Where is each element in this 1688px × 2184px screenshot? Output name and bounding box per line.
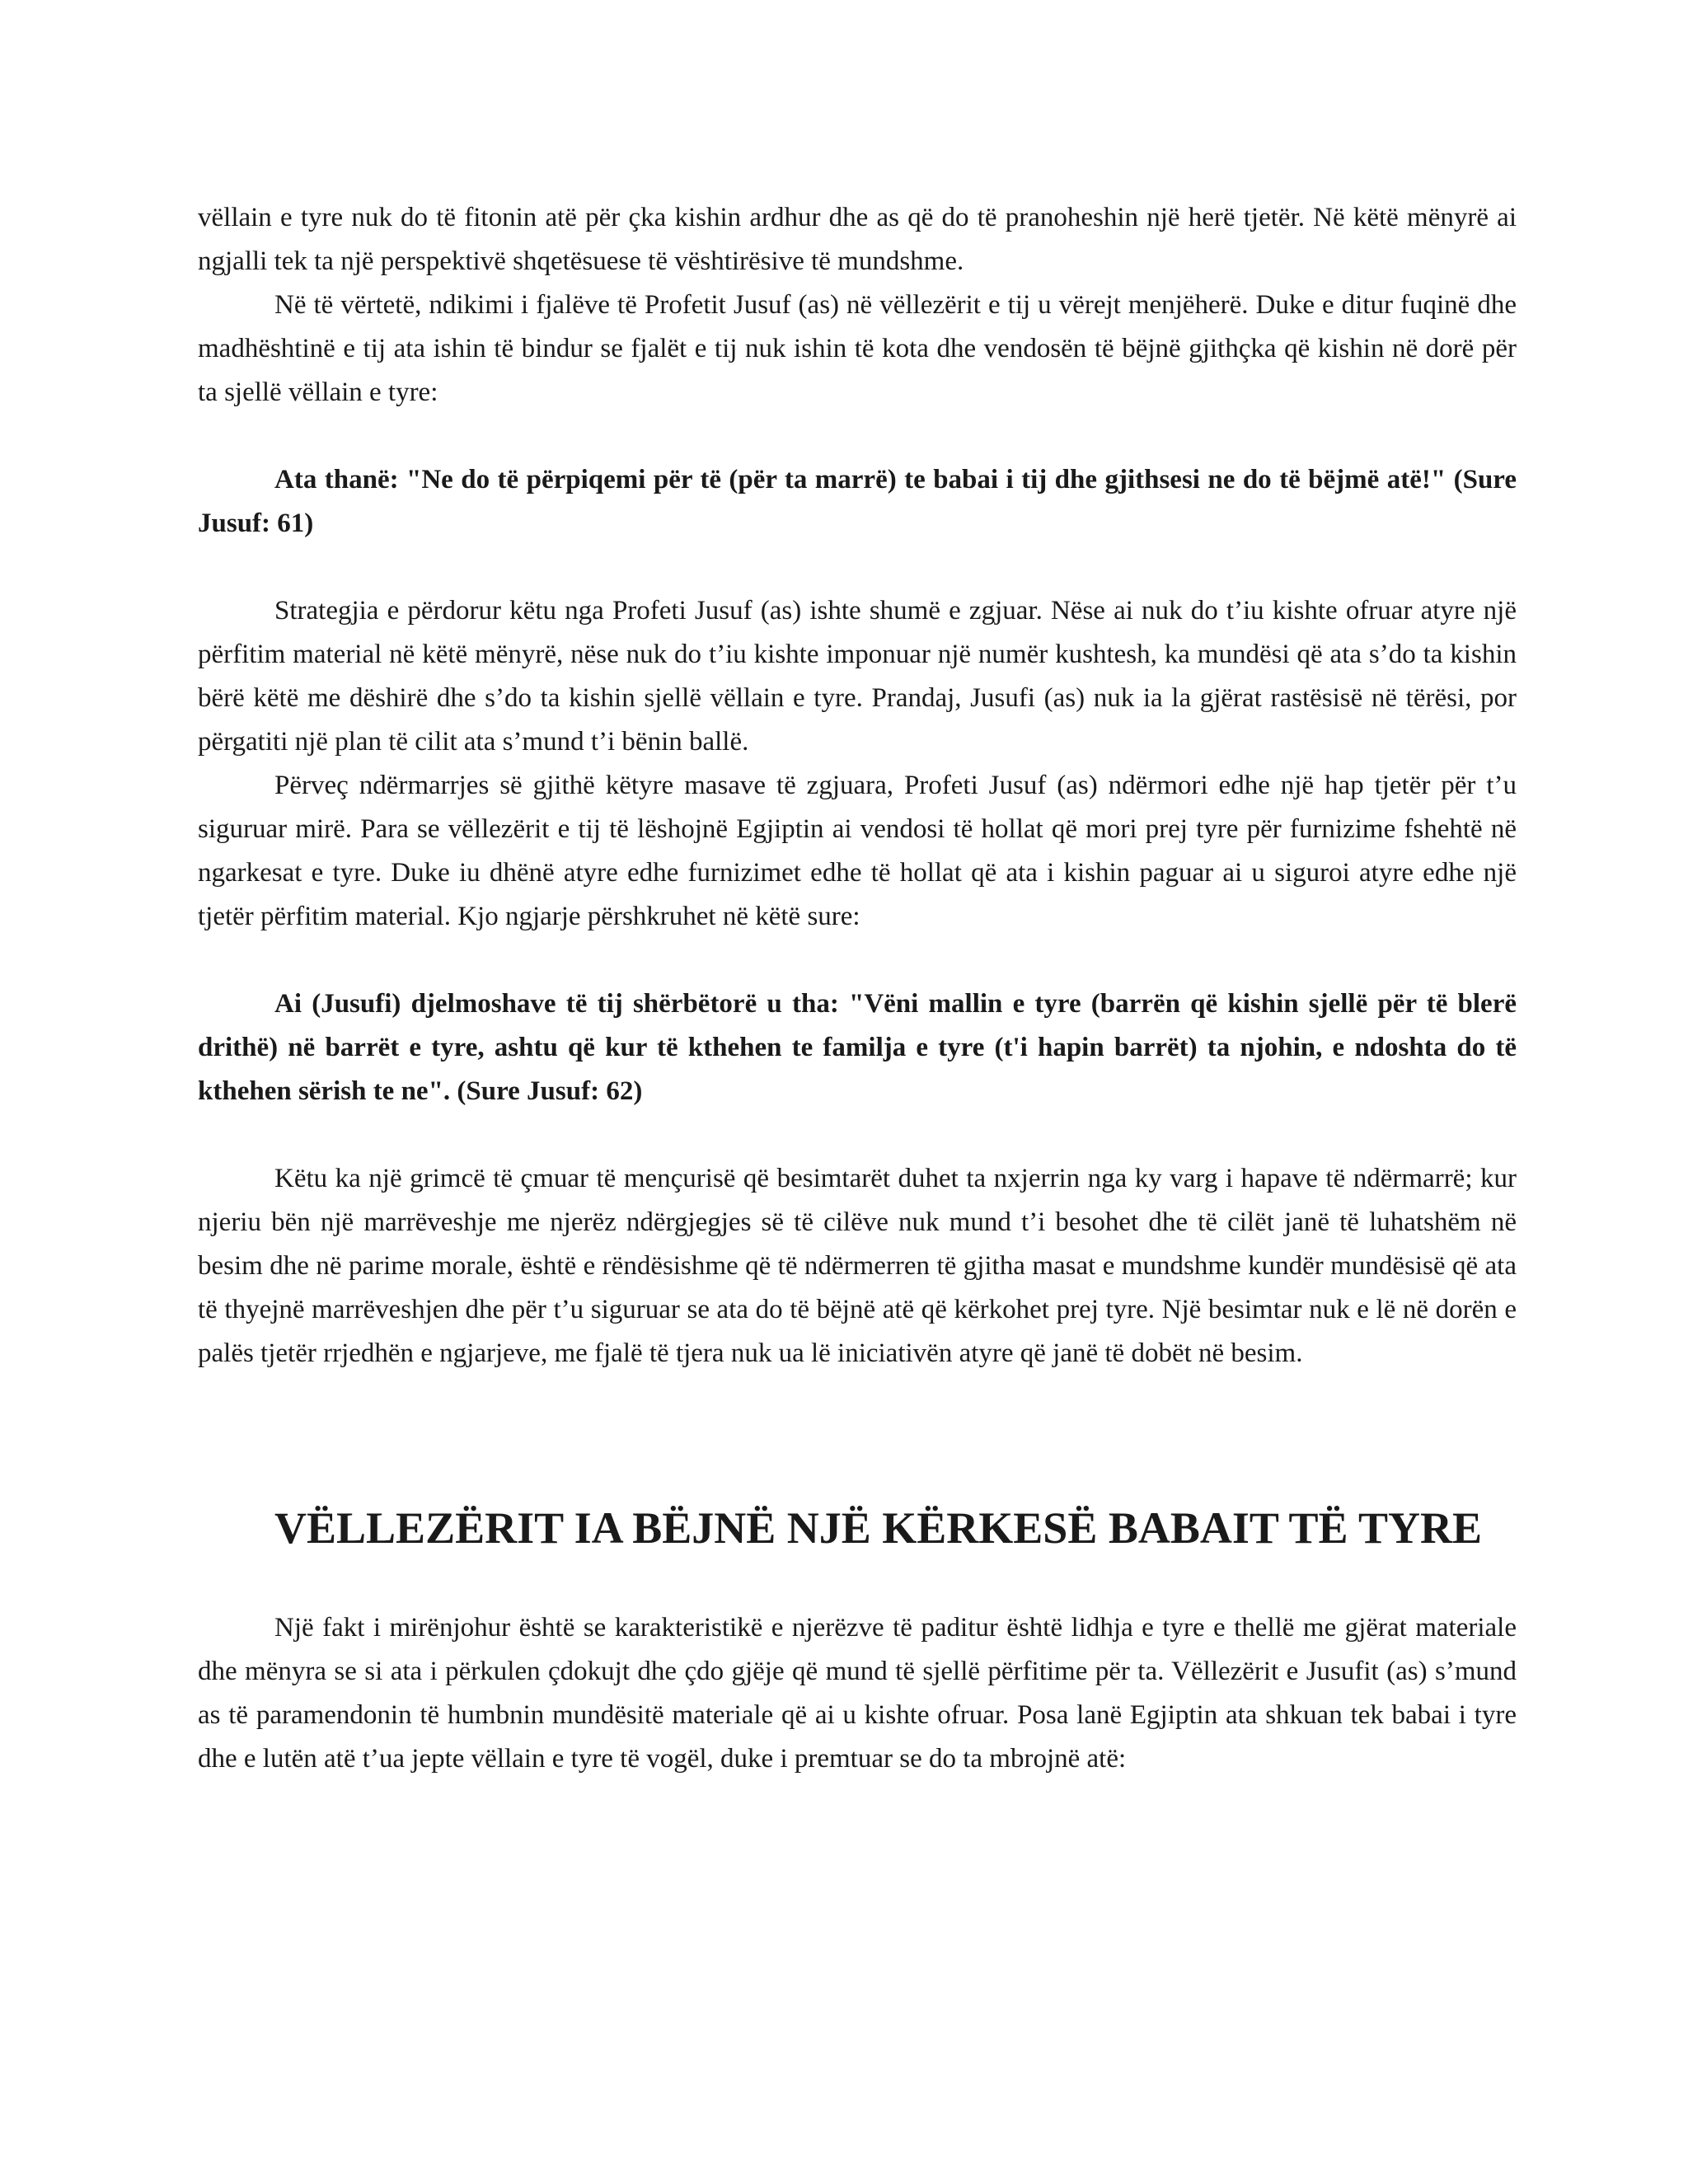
spacer	[198, 1113, 1517, 1157]
paragraph-1: vëllain e tyre nuk do të fitonin atë për çka kishin ardhur dhe as që do të pranoheshin një herë tjetër. Në këtë mënyrë ai ngjalli tek ta një perspektivë shqetësuese të vështirësive të mundshme.	[198, 203, 1517, 276]
paragraph-5: Këtu ka një grimcë të çmuar të mençurisë që besimtarët duhet ta nxjerrin nga ky varg i hapave të ndërmarrë; kur njeriu bën një marrëveshje me njerëz ndërgjegjes së të cilëve nuk mund t’i besohet dhe të cilët janë të luhatshëm në besim dhe në parime morale, është e rëndësishme që të ndërmerren të gjitha masat e mundshme kundër mundësisë që ata të thyejnë marrëveshjen dhe për t’u siguruar se ata do të bëjnë atë që kërkohet prej tyre. Një besimtar nuk e lë në dorën e palës tjetër rrjedhën e ngjarjeve, me fjalë të tjera nuk ua lë iniciativën atyre që janë të dobët në besim.	[198, 1164, 1517, 1368]
quran-quote-62: Ai (Jusufi) djelmoshave të tij shërbëtorë u tha: "Vëni mallin e tyre (barrën që kishin sjellë për të blerë drithë) në barrët e tyre, ashtu që kur të kthehen te familja e tyre (t'i hapin barrët) ta njohin, e ndoshta do të kthehen sërish te ne". (Sure Jusuf: 62)	[198, 989, 1517, 1106]
section-spacer	[198, 1557, 1517, 1606]
spacer	[198, 415, 1517, 458]
spacer	[198, 939, 1517, 982]
section-spacer	[198, 1376, 1517, 1499]
section-heading: VËLLEZËRIT IA BËJNË NJË KËRKESË BABAIT TË TYRE	[274, 1503, 1483, 1553]
paragraph-2: Në të vërtetë, ndikimi i fjalëve të Profetit Jusuf (as) në vëllezërit e tij u vërejt menjëherë. Duke e ditur fuqinë dhe madhështinë e tij ata ishin të bindur se fjalët e tij nuk ishin të kota dhe vendosën të bëjnë gjithçka që kishin në dorë për ta sjellë vëllain e tyre:	[198, 290, 1517, 407]
paragraph-4: Përveç ndërmarrjes së gjithë këtyre masave të zgjuara, Profeti Jusuf (as) ndërmori edhe një hap tjetër për t’u siguruar mirë. Para se vëllezërit e tij të lëshojnë Egjiptin ai vendosi të hollat që mori prej tyre për furnizime fshehtë në ngarkesat e tyre. Duke iu dhënë atyre edhe furnizimet edhe të hollat që ata i kishin paguar ai u siguroi atyre edhe një tjetër përfitim material. Kjo ngjarje përshkruhet në këtë sure:	[198, 771, 1517, 931]
quran-quote-61: Ata thanë: "Ne do të përpiqemi për të (për ta marrë) te babai i tij dhe gjithsesi ne do të bëjmë atë!" (Sure Jusuf: 61)	[198, 465, 1517, 538]
document-page	[198, 196, 1517, 1781]
paragraph-3: Strategjia e përdorur këtu nga Profeti Jusuf (as) ishte shumë e zgjuar. Nëse ai nuk do t’iu kishte ofruar atyre një përfitim material në këtë mënyrë, nëse nuk do t’iu kishte imponuar një numër kushtesh, ka mundësi që ata s’do ta kishin bërë këtë me dëshirë dhe s’do ta kishin sjellë vëllain e tyre. Prandaj, Jusufi (as) nuk ia la gjërat rastësisë në tërësi, por përgatiti një plan të cilit ata s’mund t’i bënin ballë.	[198, 596, 1517, 757]
paragraph-6: Një fakt i mirënjohur është se karakteristikë e njerëzve të paditur është lidhja e tyre e thellë me gjërat materiale dhe mënyra se si ata i përkulen çdokujt dhe çdo gjëje që mund të sjellë përfitime për ta. Vëllezërit e Jusufit (as) s’mund as të paramendonin të humbnin mundësitë materiale që ai u kishte ofruar. Posa lanë Egjiptin ata shkuan tek babai i tyre dhe e lutën atë t’ua jepte vëllain e tyre të vogël, duke i premtuar se do ta mbrojnë atë:	[198, 1613, 1517, 1774]
spacer	[198, 546, 1517, 589]
